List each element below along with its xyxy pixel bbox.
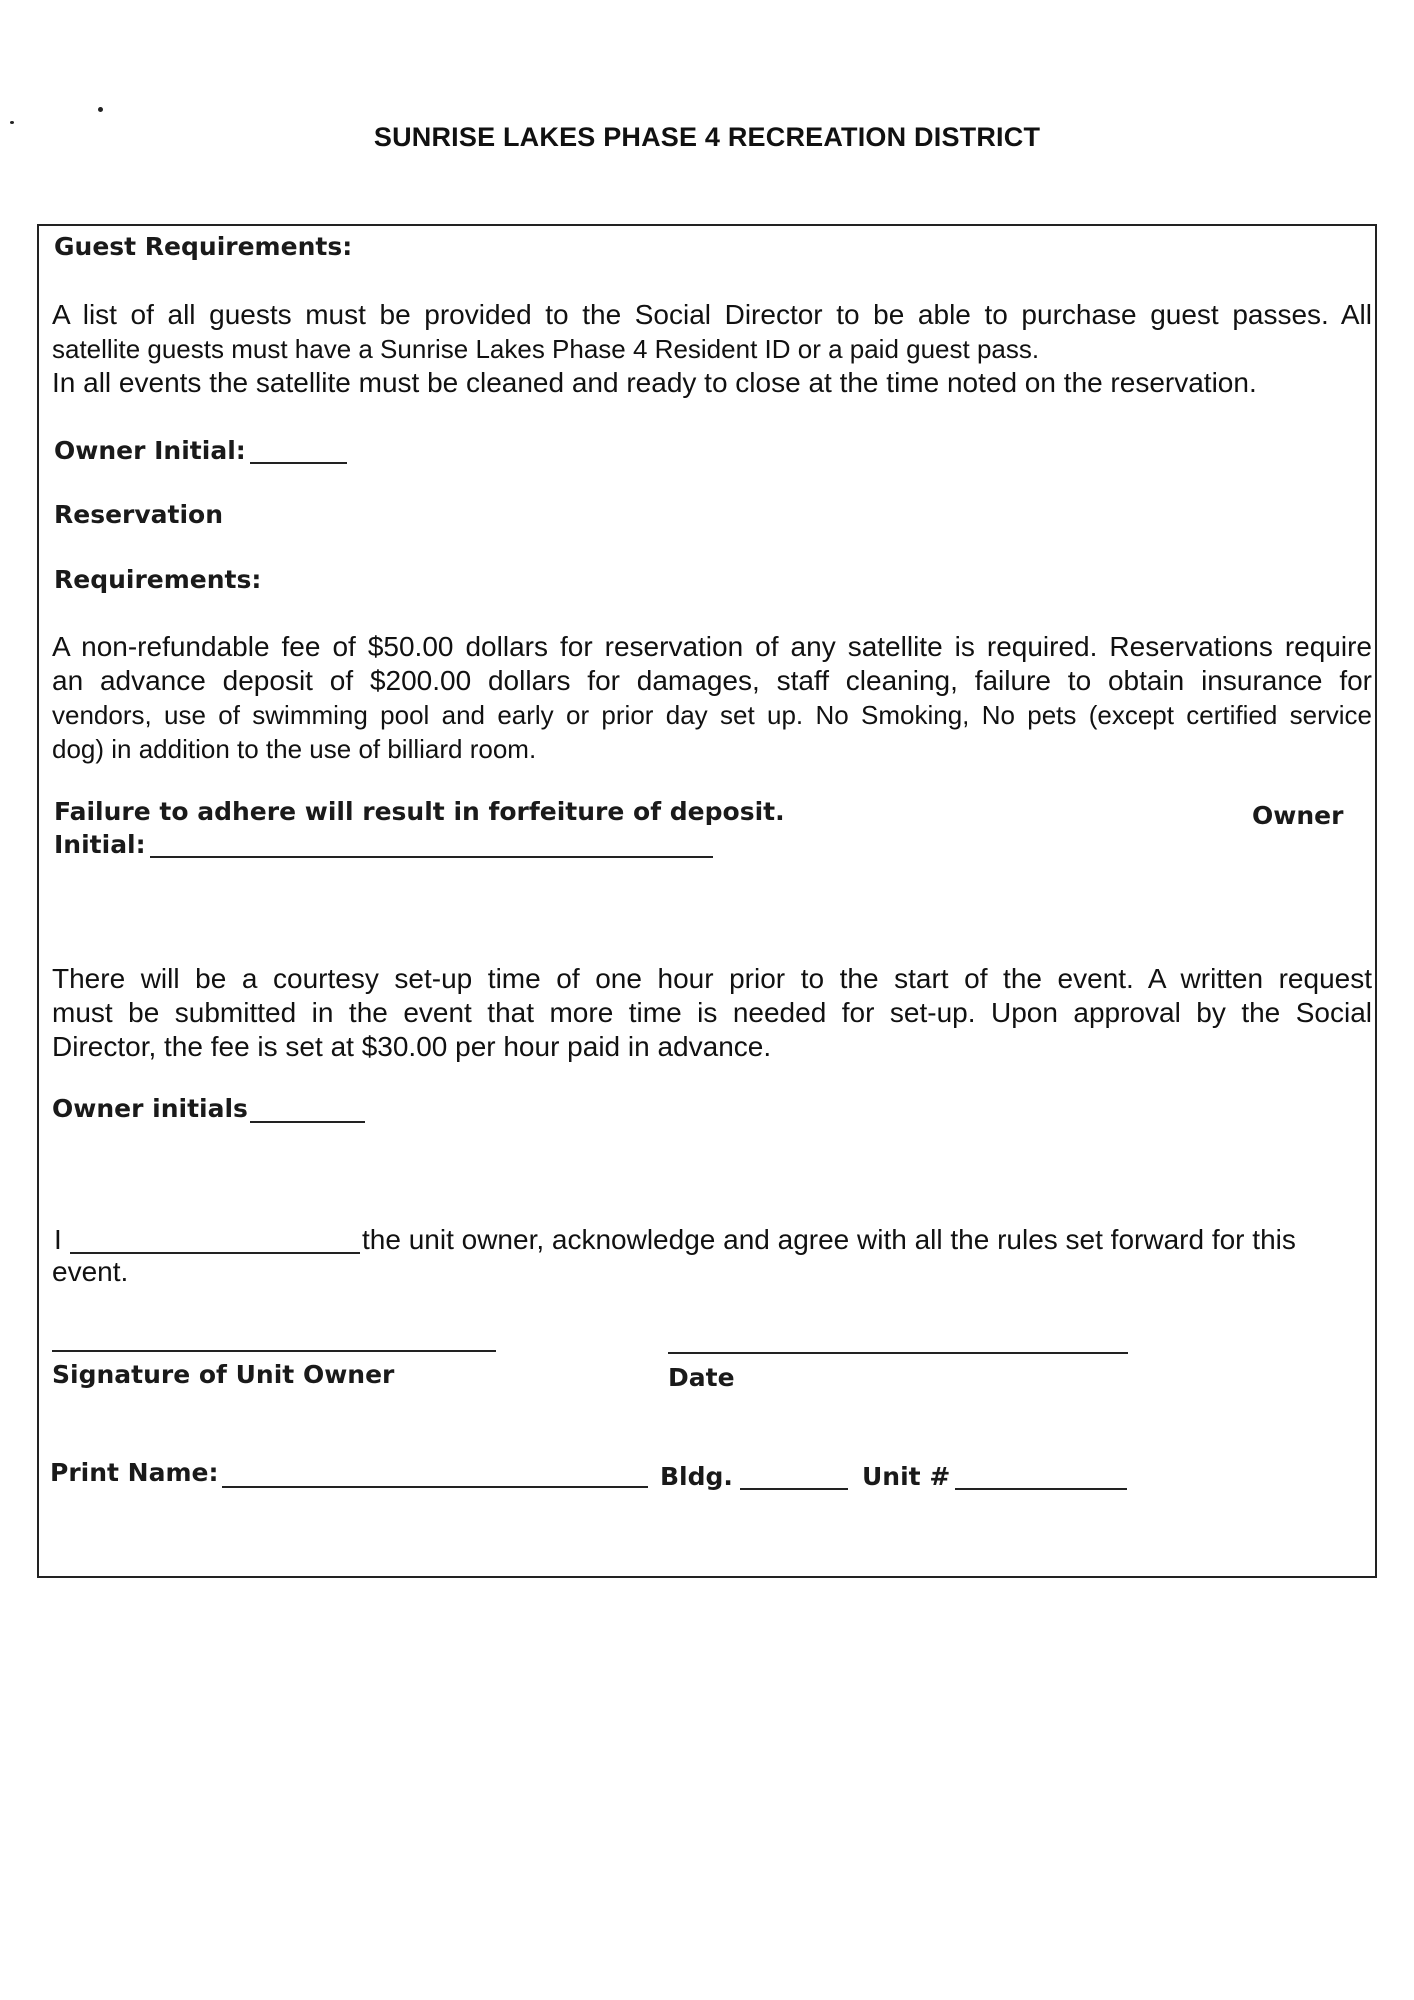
reservation-initial-field[interactable] <box>150 856 713 858</box>
reservation-requirements-heading: Requirements: <box>54 565 262 594</box>
reservation-paragraph-line: an advance deposit of $200.00 dollars for damages, staff cleaning, failure to obtain insurance for <box>52 665 1372 696</box>
reservation-heading: Reservation <box>54 500 224 529</box>
page-title: SUNRISE LAKES PHASE 4 RECREATION DISTRICT <box>373 122 1041 152</box>
print-name-field[interactable] <box>222 1486 648 1488</box>
setup-paragraph-line: Director, the fee is set at $30.00 per hour paid in advance. <box>52 1031 772 1062</box>
guest-owner-initial-label: Owner Initial: <box>54 436 246 465</box>
unit-number-label: Unit # <box>862 1462 951 1491</box>
unit-owner-name-field[interactable] <box>70 1252 360 1254</box>
reservation-paragraph <box>52 630 1372 766</box>
setup-paragraph-line: must be submitted in the event that more time is needed for set-up. Upon approval by the Social <box>52 997 1372 1028</box>
reservation-paragraph-line: A non-refundable fee of $50.00 dollars for reservation of any satellite is required. Reservations require <box>52 631 1372 662</box>
guest-paragraph-line: In all events the satellite must be cleaned and ready to close at the time noted on the reservation. <box>52 367 1257 398</box>
reservation-paragraph-line: vendors, use of swimming pool and early or prior day set up. No Smoking, No pets (except certified service <box>52 700 1372 730</box>
guest-requirements-paragraph <box>52 298 1372 400</box>
bldg-label: Bldg. <box>660 1462 733 1491</box>
print-name-label: Print Name: <box>50 1458 219 1487</box>
signature-label: Signature of Unit Owner <box>52 1360 395 1389</box>
reservation-initial-label: Initial: <box>54 830 146 859</box>
acknowledgement-text: the unit owner, acknowledge and agree with all the rules set forward for this <box>362 1224 1296 1255</box>
signature-field[interactable] <box>52 1350 496 1352</box>
acknowledgement-prefix: I <box>54 1224 62 1255</box>
acknowledgement-text-line2: event. <box>52 1256 129 1287</box>
guest-requirements-heading: Guest Requirements: <box>54 232 353 261</box>
setup-paragraph <box>52 962 1372 1064</box>
setup-owner-initials-field[interactable] <box>250 1121 365 1123</box>
date-label: Date <box>668 1363 735 1392</box>
guest-paragraph-line: A list of all guests must be provided to the Social Director to be able to purchase guest passes. All <box>52 299 1372 330</box>
unit-number-field[interactable] <box>955 1488 1127 1490</box>
guest-paragraph-line: satellite guests must have a Sunrise Lakes Phase 4 Resident ID or a paid guest pass. <box>52 334 1040 364</box>
reservation-paragraph-line: dog) in addition to the use of billiard room. <box>52 734 537 764</box>
scan-speck <box>98 107 103 112</box>
reservation-owner-label: Owner <box>1252 801 1344 830</box>
date-field[interactable] <box>668 1352 1128 1354</box>
guest-owner-initial-field[interactable] <box>250 462 347 464</box>
bldg-field[interactable] <box>740 1488 848 1490</box>
forfeiture-statement: Failure to adhere will result in forfeiture of deposit. <box>54 797 785 826</box>
setup-paragraph-line: There will be a courtesy set-up time of one hour prior to the start of the event. A written request <box>52 963 1372 994</box>
setup-owner-initials-label: Owner initials <box>52 1094 248 1123</box>
